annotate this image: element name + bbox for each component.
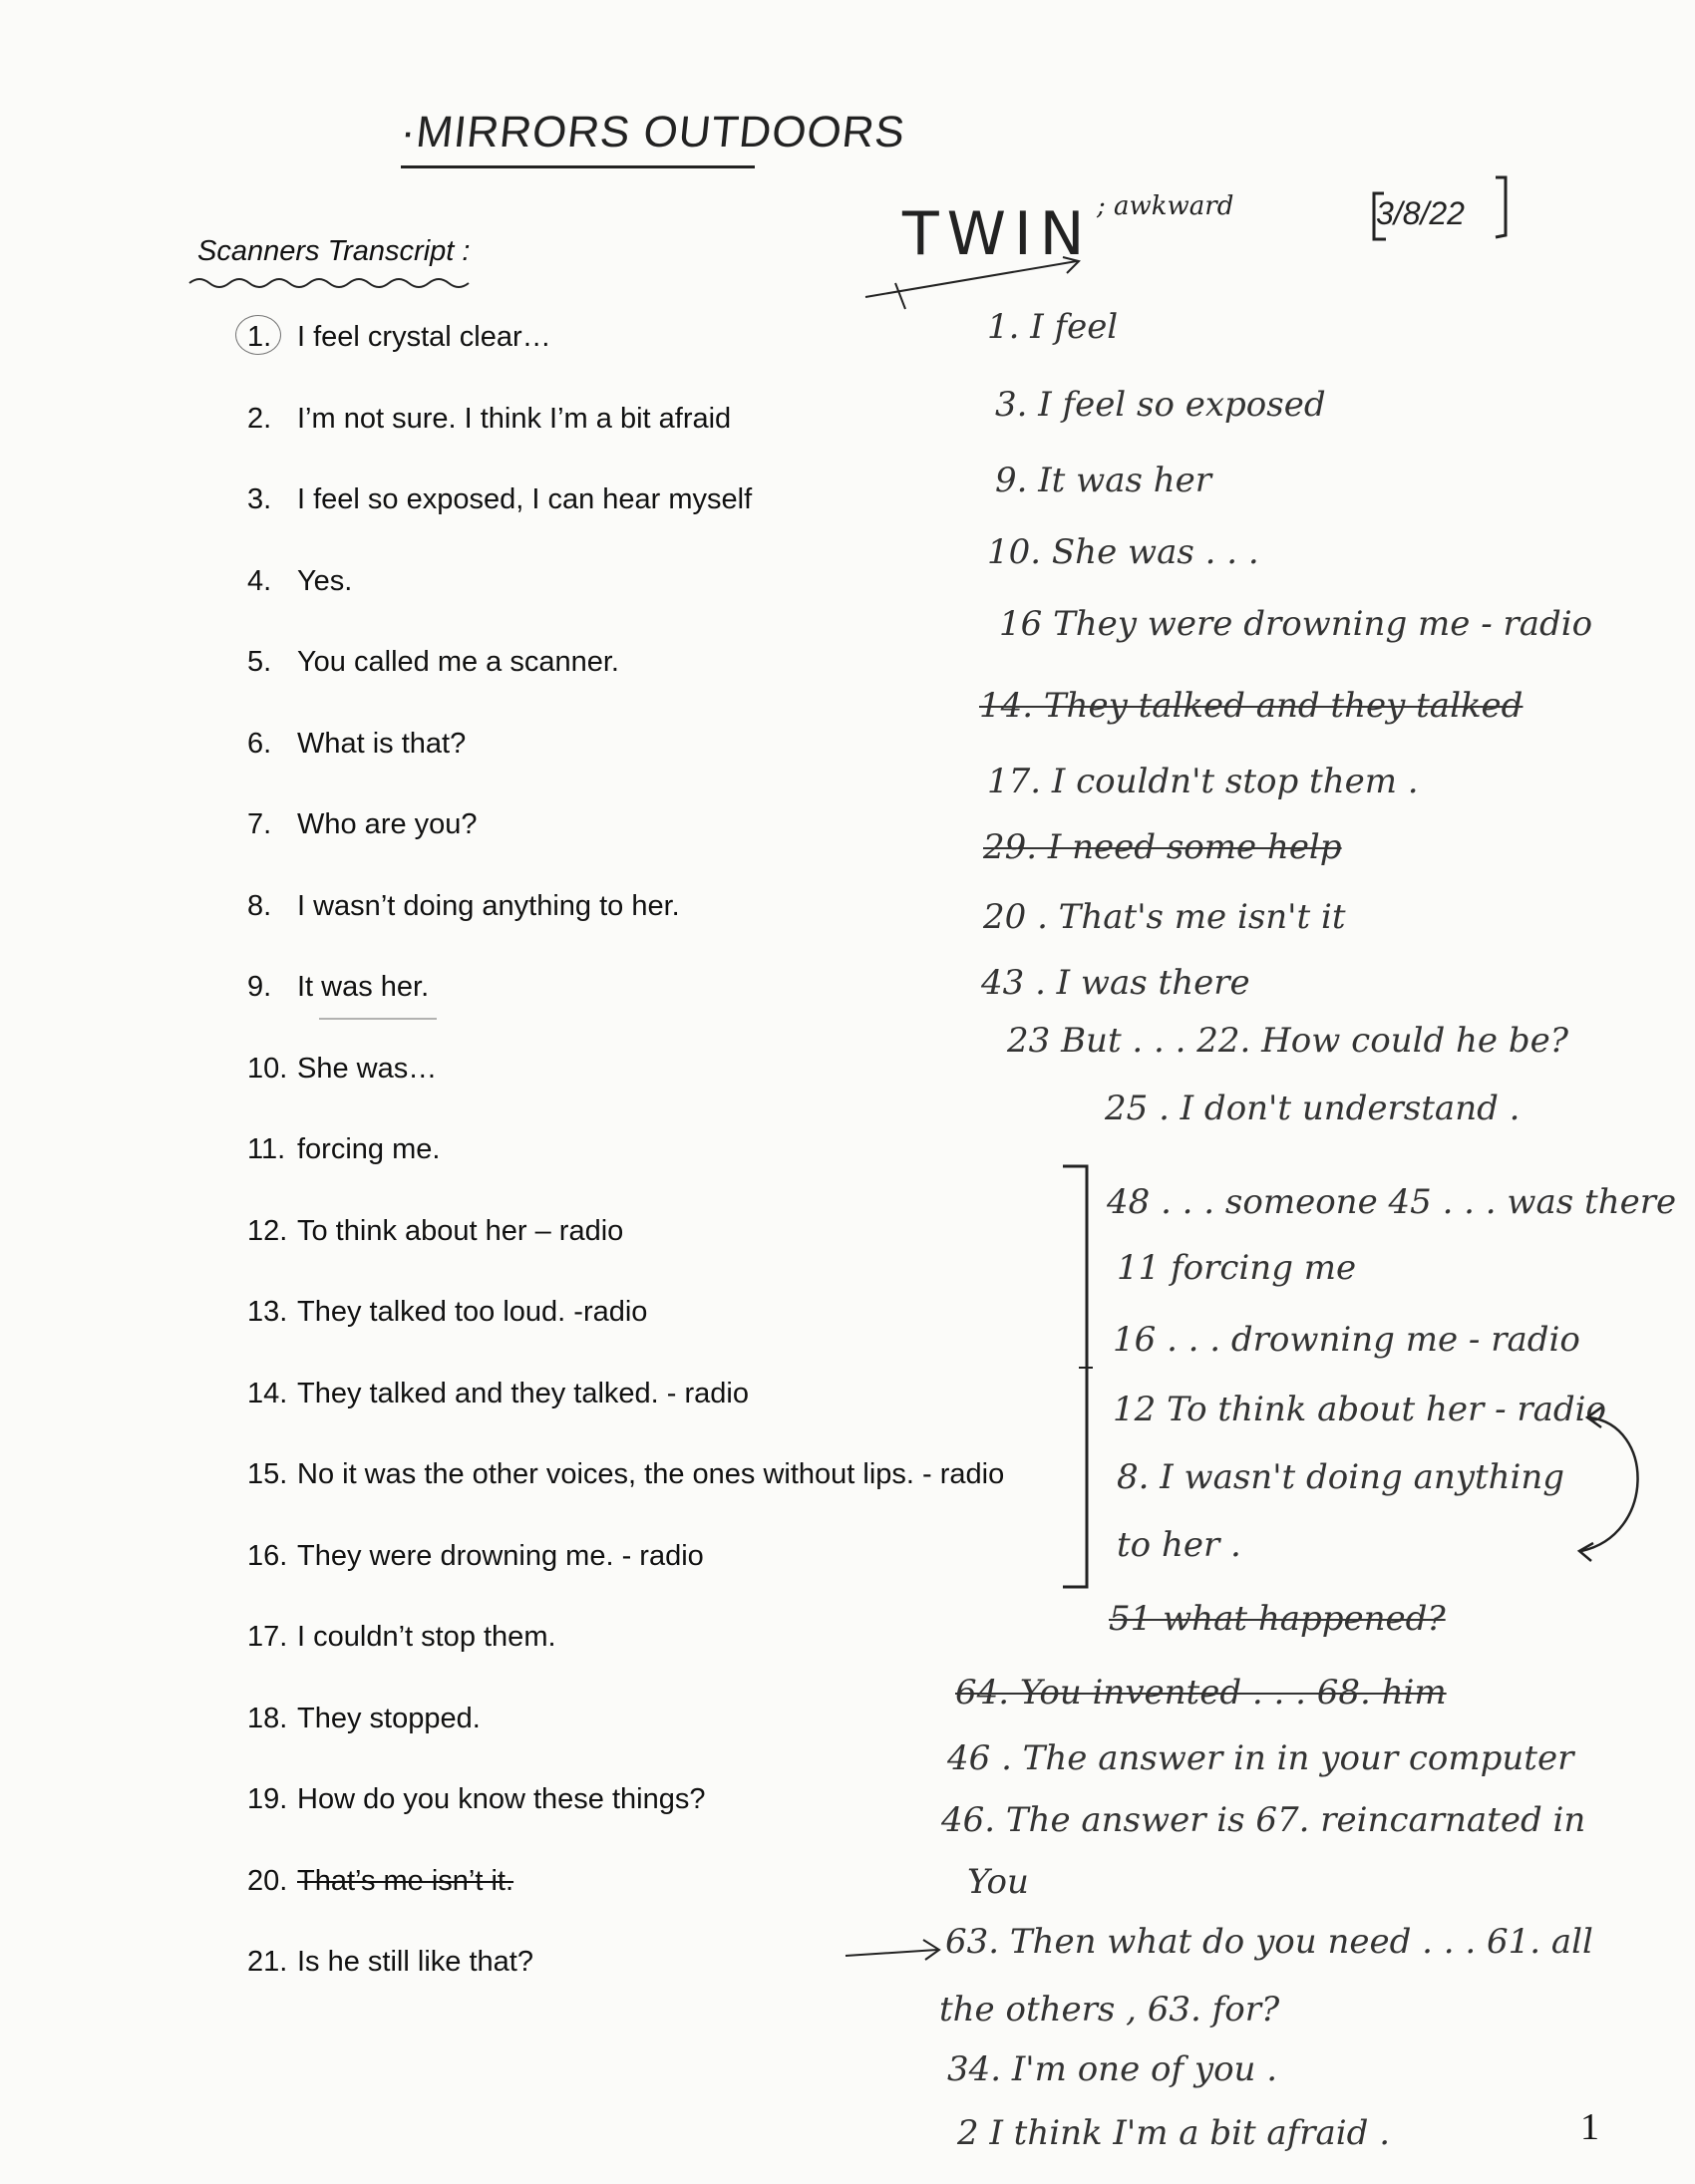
handwritten-note: 12 To think about her - radio — [1113, 1390, 1607, 1429]
handwritten-note: 63. Then what do you need . . . 61. all — [945, 1922, 1593, 1962]
line-text: No it was the other voices, the ones without lips. - radio — [297, 1458, 1005, 1490]
handwritten-note: 16 . . . drowning me - radio — [1113, 1320, 1580, 1360]
handwritten-note: 10. She was . . . — [987, 532, 1259, 572]
date-bracket-right — [1496, 177, 1506, 237]
line-number: 16. — [247, 1539, 288, 1572]
line-number: 9. — [247, 971, 272, 1003]
line-number: 17. — [247, 1621, 288, 1653]
handwritten-note: 34. I'm one of you . — [947, 2049, 1278, 2089]
line-number: 1. — [247, 317, 297, 357]
line-text: To think about her – radio — [297, 1214, 624, 1247]
line-number: 6. — [247, 727, 272, 760]
handwritten-note-struck: 64. You invented . . . 68. him — [955, 1673, 1447, 1713]
line-text: They talked and they talked. - radio — [297, 1377, 749, 1409]
handwritten-note: to her . — [1117, 1525, 1241, 1565]
line-number: 19. — [247, 1783, 288, 1815]
handwritten-note: 46 . The answer in in your computer — [947, 1738, 1574, 1778]
page-number: 1 — [1580, 2106, 1599, 2148]
line-number: 14. — [247, 1377, 288, 1409]
line-text: Who are you? — [297, 808, 478, 840]
bracket-mark — [1063, 1166, 1087, 1587]
line-number: 13. — [247, 1296, 288, 1328]
line-text: I’m not sure. I think I’m a bit afraid — [297, 402, 732, 435]
handwritten-note: 2 I think I'm a bit afraid . — [957, 2113, 1391, 2153]
line-number: 18. — [247, 1702, 288, 1734]
twin-arrow-head — [1063, 257, 1079, 273]
handwritten-note: the others , 63. for? — [939, 1990, 1280, 2029]
line-text: They stopped. — [297, 1702, 481, 1734]
line-text: They were drowning me. - radio — [297, 1539, 704, 1572]
line-number: 7. — [247, 808, 272, 840]
line-number: 4. — [247, 564, 272, 597]
line-text: You called me a scanner. — [297, 646, 619, 678]
curved-arrow-head-bottom — [1579, 1543, 1593, 1561]
line-text: She was… — [297, 1052, 438, 1085]
line-text: I feel crystal clear… — [297, 321, 551, 353]
line-number: 20. — [247, 1864, 288, 1897]
handwritten-note: 1. I feel — [987, 307, 1119, 347]
line-text: It was her. — [297, 971, 430, 1003]
line-text: forcing me. — [297, 1133, 441, 1165]
handwritten-note: 48 . . . someone 45 . . . was there — [1107, 1182, 1677, 1222]
line-text: I feel so exposed, I can hear myself — [297, 483, 753, 515]
handwritten-note: 23 But . . . 22. How could he be? — [1007, 1021, 1568, 1061]
twin-arrow-line — [865, 261, 1077, 297]
wavy-underline — [189, 279, 469, 287]
curved-arrow — [1581, 1417, 1638, 1551]
line-number: 8. — [247, 889, 272, 922]
line-number: 10. — [247, 1052, 288, 1085]
line-number: 3. — [247, 483, 272, 515]
line-text: What is that? — [297, 727, 467, 760]
handwritten-note: 8. I wasn't doing anything — [1117, 1457, 1565, 1497]
line-text: That’s me isn’t it. — [297, 1864, 514, 1897]
line-number: 5. — [247, 646, 272, 678]
line-number: 21. — [247, 1946, 288, 1978]
handwritten-note-struck: 14. They talked and they talked — [979, 686, 1524, 726]
handwritten-note: 9. It was her — [995, 461, 1212, 500]
subtitle: Scanners Transcript : — [197, 235, 471, 267]
handwritten-note: 46. The answer is 67. reincarnated in — [941, 1800, 1586, 1840]
handwritten-note: 11 forcing me — [1117, 1248, 1357, 1288]
date-stamp: 3/8/22 — [1376, 195, 1465, 231]
twin-arrow-tick — [895, 283, 905, 309]
line-text: They talked too loud. -radio — [297, 1296, 648, 1328]
handwritten-note-struck: 29. I need some help — [983, 827, 1342, 867]
twin-label: TWIN — [902, 199, 1093, 269]
line-text: I wasn’t doing anything to her. — [297, 889, 680, 922]
handwritten-note: 25 . I don't understand . — [1105, 1089, 1521, 1128]
line-number: 11. — [247, 1133, 286, 1165]
line-number: 2. — [247, 402, 272, 435]
handwritten-note: 17. I couldn't stop them . — [987, 762, 1419, 801]
line-number: 15. — [247, 1458, 288, 1490]
line-text: I couldn’t stop them. — [297, 1621, 556, 1653]
handwritten-note: 20 . That's me isn't it — [983, 897, 1346, 937]
twin-note: ; awkward — [1097, 191, 1234, 221]
line-text: How do you know these things? — [297, 1783, 706, 1815]
handwritten-note: 3. I feel so exposed — [995, 385, 1326, 425]
line-text: Yes. — [297, 564, 353, 597]
handwritten-note: You — [967, 1862, 1029, 1902]
arrow-to-note — [846, 1950, 937, 1956]
handwritten-note: 16 They were drowning me - radio — [999, 604, 1593, 644]
date-bracket-left — [1374, 193, 1386, 239]
handwritten-note-struck: 51 what happened? — [1109, 1599, 1446, 1639]
handwritten-note: 43 . I was there — [981, 963, 1250, 1003]
line-number: 12. — [247, 1214, 288, 1247]
page-title: ·MIRRORS OUTDOORS — [398, 108, 908, 156]
line-text: Is he still like that? — [297, 1946, 533, 1978]
